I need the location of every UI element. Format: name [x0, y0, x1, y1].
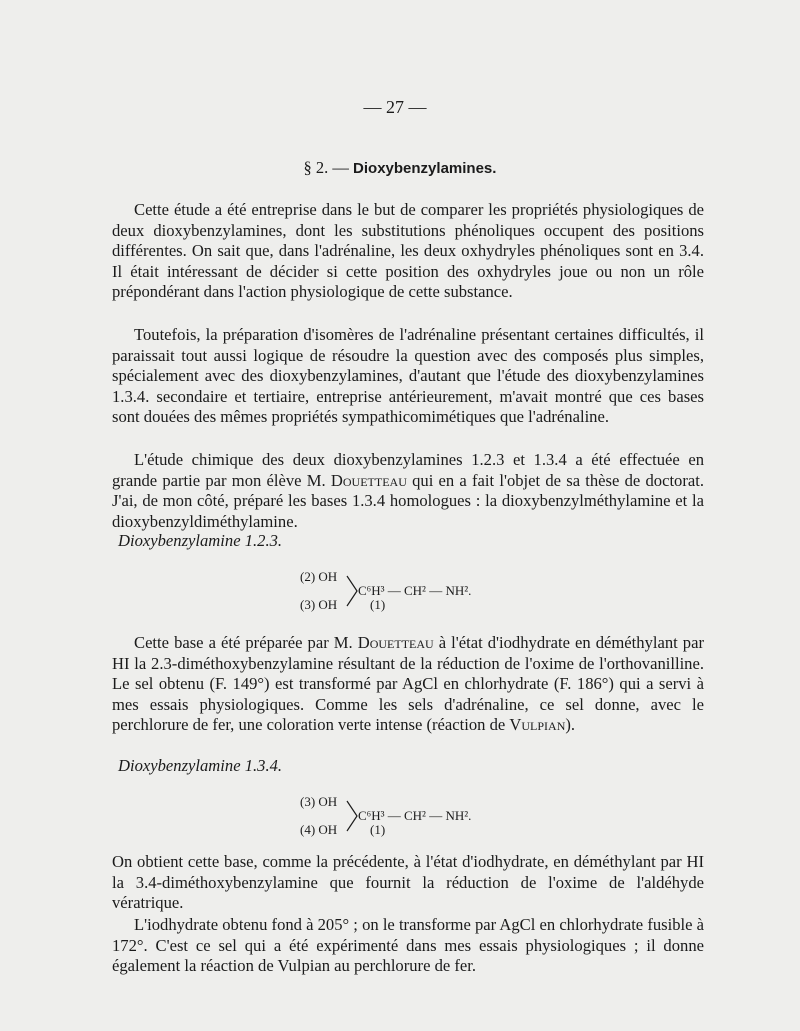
- paragraph-4-text-c: ).: [565, 715, 576, 735]
- formula-1-chain: C⁶H³ — CH² — NH².: [358, 583, 472, 598]
- paragraph-4-text-b: à l'état d'iodhydrate en déméthylant par HI la 2.3-diméthoxybenzylamine résultant de la réduction de l'oxime de l'orthovanilline. Le sel obtenu (F. 149°) est transformé par AgCl en chlorhydrate (F. 186°) qui a servi à mes essais physiologiques. Comme les sels d'adrénaline, ce sel donne, avec le perchlorure de fer, une coloration verte intense (réaction de: [112, 633, 704, 735]
- paragraph-2: Toutefois, la préparation d'isomères de l'adrénaline présentant certaines difficultés, il paraissait tout aussi logique de résoudre la question avec des composés plus simples, spécialement avec des dioxybenzylamines, d'autant que l'étude des dioxybenzylamines 1.3.4. secondaire et tertiaire, entreprise antérieurement, m'avait montré que ces bases sont douées des mêmes propriétés sympathicomimétiques que l'adrénaline.: [112, 325, 704, 427]
- paragraph-4-text-a: Cette base a été préparée par M.: [134, 633, 353, 652]
- author-name-2: Douetteau: [357, 633, 434, 652]
- formula-2-bottom-label: (4) OH: [300, 822, 338, 837]
- paragraph-6: L'iodhydrate obtenu fond à 205° ; on le transforme par AgCl en chlorhydrate fusible à 172°. C'est ce sel qui a été expérimenté dans mes essais physiologiques ; il donne également la réaction de Vulpian au perchlorure de fer.: [112, 915, 704, 976]
- section-title: Dioxybenzylamines.: [353, 160, 497, 177]
- formula-2-top-label: (3) OH: [300, 794, 338, 809]
- vulpian-name: Vulpian: [509, 715, 566, 735]
- author-name: Douetteau: [330, 470, 407, 490]
- formula-1: [300, 568, 520, 614]
- formula-1-bottom-label: (3) OH: [300, 597, 338, 612]
- subheading-2: Dioxybenzylamine 1.3.4.: [118, 756, 283, 775]
- formula-1-top-label: (2) OH: [300, 569, 338, 584]
- formula-2-chain: C⁶H³ — CH² — NH².: [358, 808, 472, 823]
- formula-2: [300, 793, 520, 839]
- paragraph-3: [112, 450, 704, 532]
- paragraph-1: Cette étude a été entreprise dans le but de comparer les propriétés physiologiques de deux dioxybenzylamines, dont les substitutions phénoliques occupent des positions différentes. On sait que, dans l'adrénaline, les deux oxhydryles phénoliques sont en 3.4. Il était intéressant de décider si cette position des oxhydryles joue ou non un rôle prépondérant dans l'action physiologique de cette substance.: [112, 200, 704, 302]
- formula-1-bracket: [346, 574, 358, 608]
- formula-2-position: (1): [370, 822, 386, 837]
- paragraph-5: On obtient cette base, comme la précédente, à l'état d'iodhydrate, en déméthylant par HI la 3.4-diméthoxybenzylamine que fournit la réduction de l'oxime de l'aldéhyde vératrique.: [112, 852, 704, 913]
- page-number: — 27 —: [363, 97, 427, 117]
- formula-2-bracket: [346, 799, 358, 833]
- paragraph-3-text-b: qui en a fait l'objet de sa thèse de doctorat. J'ai, de mon côté, préparé les bases 1.3.4 homologues : la dioxybenzylméthylamine et la dioxybenzyldiméthylamine.: [112, 470, 705, 531]
- formula-1-position: (1): [370, 597, 386, 612]
- section-heading: [0, 158, 800, 178]
- section-number: § 2. —: [303, 158, 349, 177]
- subheading-1: Dioxybenzylamine 1.2.3.: [118, 531, 283, 550]
- paragraph-4: [112, 633, 704, 736]
- paragraph-3-text-a: L'étude chimique des deux dioxybenzylamines 1.2.3 et 1.3.4 a été effectuée en grande partie par mon élève M.: [112, 450, 704, 490]
